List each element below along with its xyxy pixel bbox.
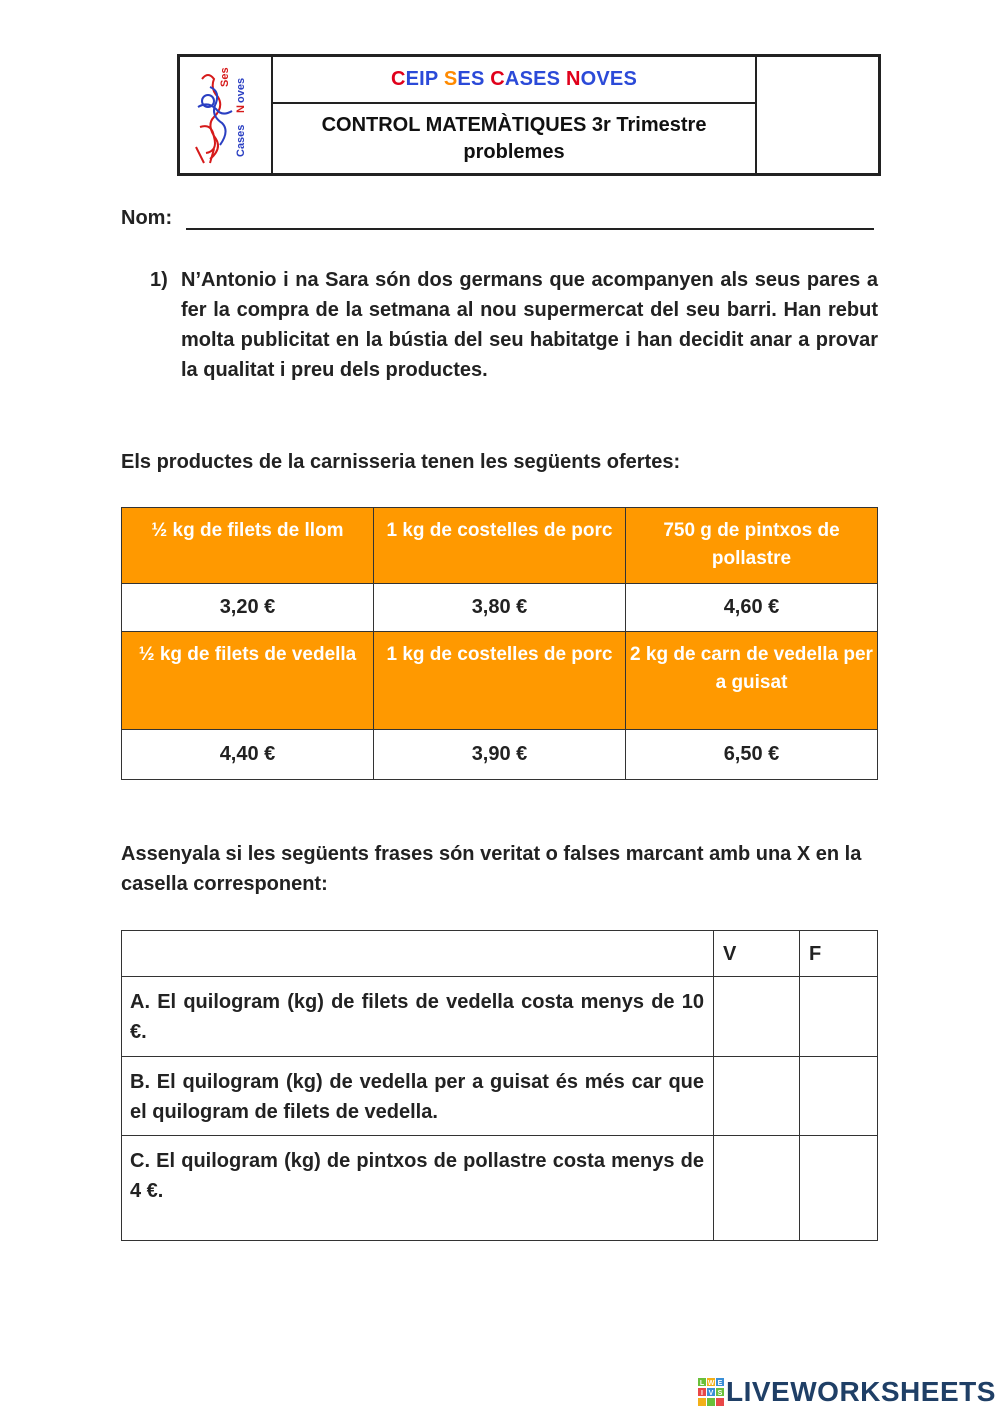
school-logo-cell [180, 57, 273, 173]
problem-text: N’Antonio i na Sara són dos germans que acompanyen als seus pares a fer la compra de la setmana al nou supermercat del seu barri. Han rebut molta publicitat en la bústia del seu habitatge i han decidit anar a provar la qualitat i preu dels productes. [181, 269, 878, 381]
school-name-part: S [443, 68, 458, 90]
page-title [273, 104, 755, 173]
logo-letter: V [708, 1390, 714, 1397]
offer-price: 3,90 € [374, 730, 626, 780]
tf-header-row [122, 931, 878, 977]
school-logo [180, 57, 268, 173]
table-row [122, 1136, 878, 1241]
logo-letter: S [717, 1390, 723, 1397]
offers-price-row [122, 730, 878, 780]
school-name-part: EIP [405, 68, 444, 90]
offers-header-row [122, 508, 878, 584]
checkbox-v-a[interactable] [714, 977, 800, 1057]
offer-price: 4,60 € [626, 584, 878, 632]
school-name-part: OVES [580, 68, 637, 90]
offer-header: 750 g de pintxos de pollastre [626, 508, 878, 584]
offers-price-row [122, 584, 878, 632]
offers-title: Els productes de la carnisseria tenen les següents ofertes: [121, 451, 681, 473]
footer-brand[interactable] [698, 1377, 996, 1407]
offer-header: 1 kg de costelles de porc [374, 508, 626, 584]
true-false-table [121, 930, 878, 1241]
school-name [273, 57, 755, 104]
offers-table [121, 507, 878, 780]
offers-header-row [122, 632, 878, 730]
name-field[interactable] [186, 228, 874, 230]
tf-header-blank [122, 931, 714, 977]
school-name-part: N [565, 68, 581, 90]
column-f-header: F [800, 931, 878, 977]
column-v-header: V [714, 931, 800, 977]
logo-letter: W [707, 1380, 715, 1387]
header-box [177, 54, 881, 176]
problem-number: 1) [150, 269, 168, 291]
table-row [122, 1057, 878, 1136]
logo-letter: I [701, 1390, 703, 1397]
offer-price: 4,40 € [122, 730, 374, 780]
instruction-text: Assenyala si les següents frases són veritat o falses marcant amb una X en la casella corresponent: [121, 843, 862, 895]
offer-header: 2 kg de carn de vedella per a guisat [626, 632, 878, 730]
checkbox-f-b[interactable] [800, 1057, 878, 1136]
svg-text:oves: oves [235, 77, 247, 103]
logo-letter: E [717, 1380, 723, 1387]
checkbox-f-a[interactable] [800, 977, 878, 1057]
title-line-2: problemes [463, 140, 565, 163]
offer-header: 1 kg de costelles de porc [374, 632, 626, 730]
svg-text:Cases: Cases [235, 124, 247, 157]
brand-text[interactable]: LIVEWORKSHEETS [726, 1376, 996, 1407]
offer-header: ½ kg de filets de llom [122, 508, 374, 584]
svg-text:N: N [235, 105, 247, 113]
checkbox-v-b[interactable] [714, 1057, 800, 1136]
statement-b: B. El quilogram (kg) de vedella per a guisat és més car que el quilogram de filets de vedella. [122, 1057, 714, 1136]
school-name-part: C [490, 68, 505, 90]
title-line-1: CONTROL MATEMÀTIQUES 3r Trimestre [321, 113, 707, 136]
liveworksheets-logo-icon [698, 1378, 724, 1406]
school-name-part: ES [457, 68, 491, 90]
problem-1 [150, 265, 878, 385]
offer-header: ½ kg de filets de vedella [122, 632, 374, 730]
statement-c: C. El quilogram (kg) de pintxos de pollastre costa menys de 4 €. [122, 1136, 714, 1241]
logo-letter: L [699, 1380, 705, 1387]
grade-box[interactable] [755, 57, 878, 173]
checkbox-f-c[interactable] [800, 1136, 878, 1241]
statement-a: A. El quilogram (kg) de filets de vedella costa menys de 10 €. [122, 977, 714, 1057]
offer-price: 3,80 € [374, 584, 626, 632]
table-row [122, 977, 878, 1057]
name-label: Nom: [121, 207, 173, 229]
logo-text-ses: Ses [219, 67, 231, 87]
school-name-part: C [390, 68, 406, 90]
offer-price: 6,50 € [626, 730, 878, 780]
school-name-part: ASES [504, 68, 566, 90]
offer-price: 3,20 € [122, 584, 374, 632]
checkbox-v-c[interactable] [714, 1136, 800, 1241]
